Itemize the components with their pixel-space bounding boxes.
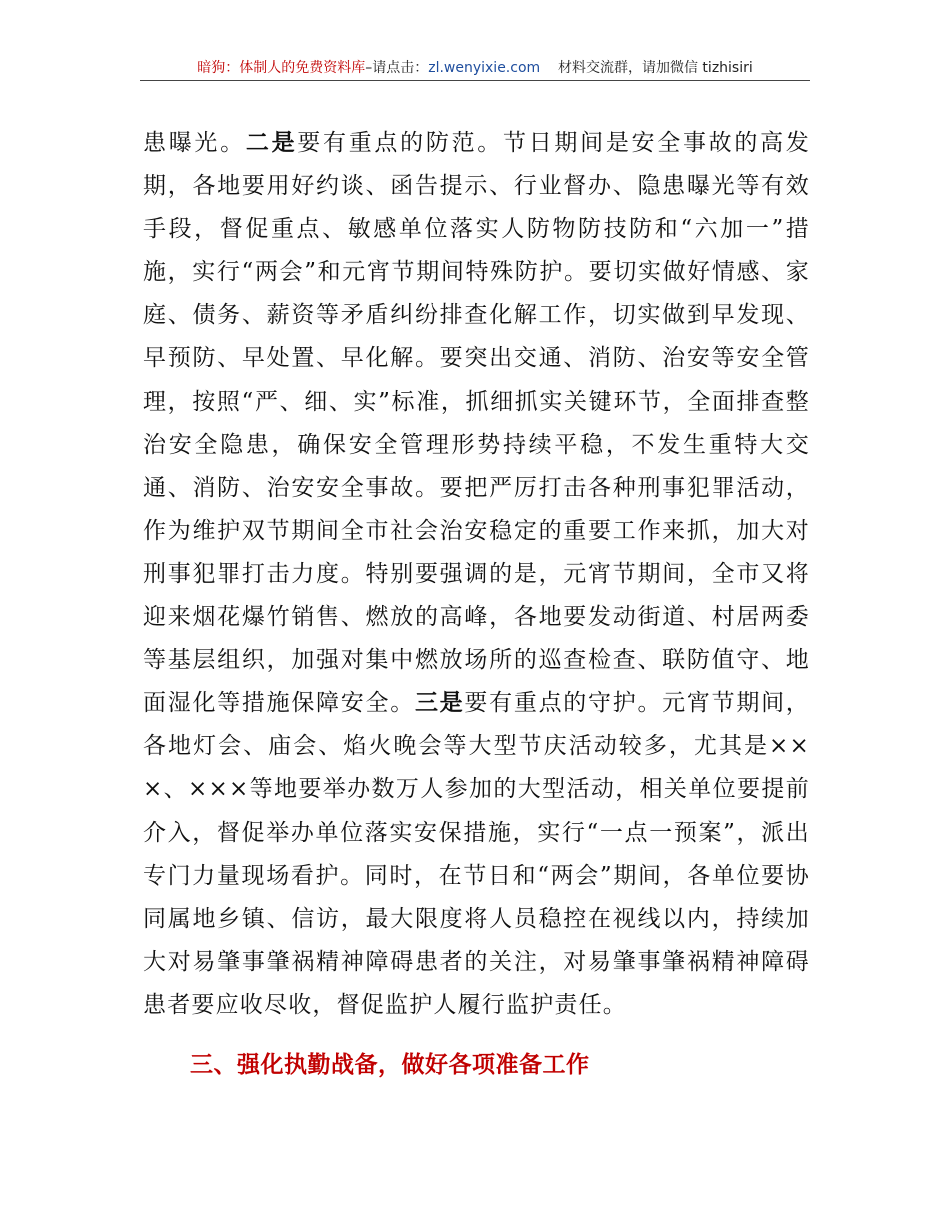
section-heading: 三、强化执勤战备，做好各项准备工作: [190, 1052, 590, 1078]
header-divider: [140, 80, 810, 81]
header-site-name: 暗狗：体制人的免费资料库: [197, 60, 366, 76]
body-text-segment: 要有重点的防范。节日期间是安全事故的高发期，各地要用好约谈、函告提示、行业督办、隐患曝光等有效手段，督促重点、敏感单位落实人防物防技防和“六加一”措施，实行“两会”和元宵节期间特殊防护。要切实做好情感、家庭、债务、薪资等矛盾纠纷排查化解工作，切实做到早发现、早预防、早处置、早化解。要突出交通、消防、治安等安全管理，按照“严、细、实”标准，抓细抓实关键环节，全面排查整治安全隐患，确保安全管理形势持续平稳，不发生重特大交通、消防、治安安全事故。要把严厉打击各种刑事犯罪活动，作为维护双节期间全市社会治安稳定的重要工作来抓，加大对刑事犯罪打击力度。特别要强调的是，元宵节期间，全市又将迎来烟花爆竹销售、燃放的高峰，各地要发动街道、村居两委等基层组织，加强对集中燃放场所的巡查检查、联防值守、地面湿化等措施保障安全。: [143, 130, 811, 717]
header-group-text: 材料交流群，请加微信 tizhisiri: [557, 60, 753, 76]
header-url-link[interactable]: zl.wenyixie.com: [428, 60, 541, 76]
header-click-prompt: –请点击：: [365, 60, 429, 76]
emphasis-third: 三是: [414, 690, 465, 717]
body-paragraph: [143, 122, 810, 1027]
body-text-segment: 患曝光。: [143, 130, 246, 156]
body-text-segment: 要有重点的守护。元宵节期间，各地灯会、庙会、焰火晚会等大型节庆活动较多，尤其是×××、×××等地要举办数万人参加的大型活动，相关单位要提前介入，督促举办单位落实安保措施，实行“一点一预案”，派出专门力量现场看护。同时，在节日和“两会”期间，各单位要协同属地乡镇、信访，最大限度将人员稳控在视线以内，持续加大对易肇事肇祸精神障碍患者的关注，对易肇事肇祸精神障碍患者要应收尽收，督促监护人履行监护责任。: [143, 690, 810, 1018]
page-header: [140, 56, 810, 80]
emphasis-second: 二是: [245, 130, 298, 156]
